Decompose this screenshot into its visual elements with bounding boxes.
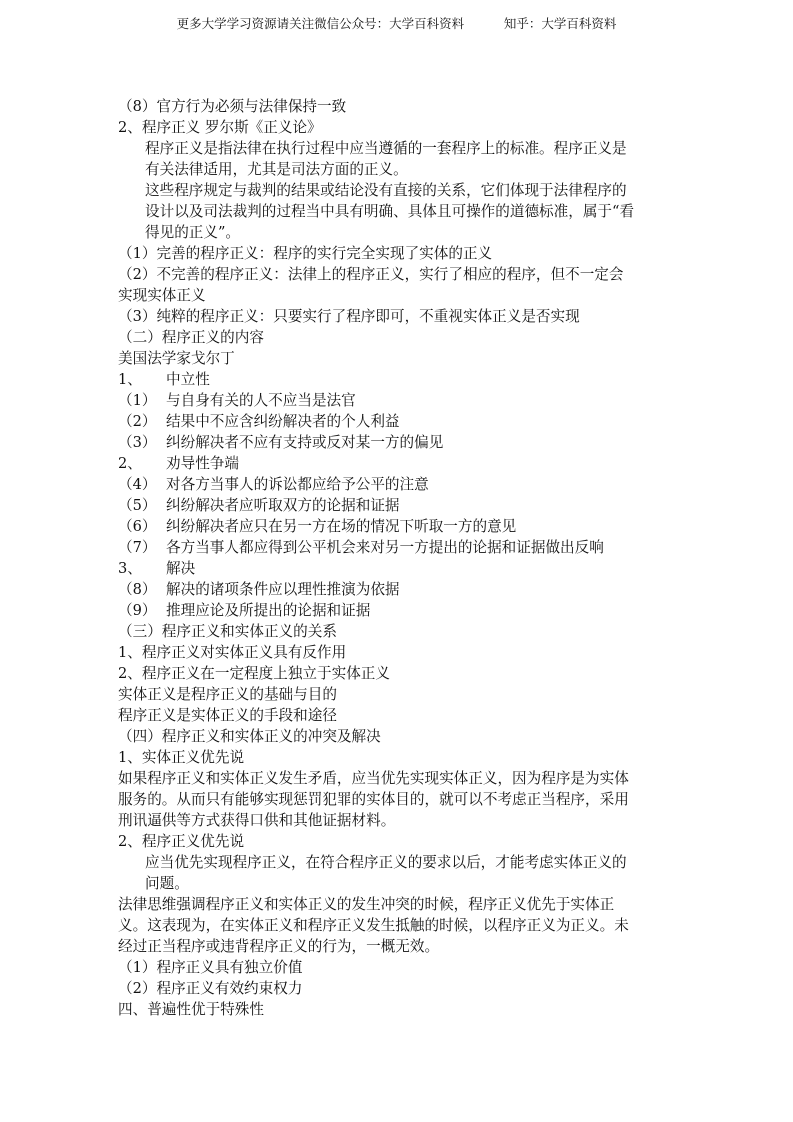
text-line (118, 978, 678, 999)
text-line (118, 957, 678, 978)
item-number: （9） (118, 602, 157, 619)
line-text: 2、程序正义优先说 (118, 833, 245, 850)
line-text: 推理应论及所提出的论据和证据 (166, 602, 371, 619)
item-number: 1、 (118, 371, 142, 388)
text-line (118, 516, 678, 537)
text-line (118, 201, 678, 222)
text-line (118, 831, 678, 852)
text-line (118, 663, 678, 684)
text-line (118, 222, 678, 243)
text-line (118, 348, 678, 369)
text-line (118, 915, 678, 936)
line-text: （二）程序正义的内容 (118, 329, 264, 346)
text-line (118, 117, 678, 138)
line-text: 经过正当程序或违背程序正义的行为，一概无效。 (118, 938, 440, 955)
text-line (118, 894, 678, 915)
line-text: 义。这表现为，在实体正义和程序正义发生抵触的时候，以程序正义为正义。未 (118, 917, 629, 934)
text-line (118, 999, 678, 1020)
line-text: 实现实体正义 (118, 287, 206, 304)
line-text: 设计以及司法裁判的过程当中具有明确、具体且可操作的道德标准，属于“看 (145, 203, 635, 220)
line-text: 得见的正义”。 (145, 224, 241, 241)
line-text: （2）程序正义有效约束权力 (118, 980, 303, 997)
line-text: 程序正义是指法律在执行过程中应当遵循的一套程序上的标准。程序正义是 (145, 140, 627, 157)
line-text: 1、实体正义优先说 (118, 749, 245, 766)
line-text: （8）官方行为必须与法律保持一致 (118, 98, 347, 115)
item-number: （1） (118, 392, 157, 409)
line-text: 刑讯逼供等方式获得口供和其他证据材料。 (118, 812, 396, 829)
line-text: 劝导性争端 (166, 455, 239, 472)
item-number: （8） (118, 581, 157, 598)
item-number: 2、 (118, 455, 142, 472)
text-line (118, 327, 678, 348)
text-line (118, 411, 678, 432)
line-text: 有关法律适用，尤其是司法方面的正义。 (145, 161, 408, 178)
text-line (118, 180, 678, 201)
text-line (118, 138, 678, 159)
line-text: 与自身有关的人不应当是法官 (166, 392, 356, 409)
item-number: 3、 (118, 560, 142, 577)
line-text: （四）程序正义和实体正义的冲突及解决 (118, 728, 381, 745)
text-line (118, 264, 678, 285)
text-line (118, 810, 678, 831)
text-line (118, 453, 678, 474)
text-line (118, 768, 678, 789)
line-text: 程序正义是实体正义的手段和途径 (118, 707, 337, 724)
item-number: （5） (118, 497, 157, 514)
line-text: 2、程序正义 罗尔斯《正义论》 (118, 119, 322, 136)
line-text: 如果程序正义和实体正义发生矛盾，应当优先实现实体正义，因为程序是为实体 (118, 770, 629, 787)
text-line (118, 936, 678, 957)
line-text: （1）程序正义具有独立价值 (118, 959, 303, 976)
document-body (118, 96, 678, 1020)
text-line (118, 432, 678, 453)
line-text: （三）程序正义和实体正义的关系 (118, 623, 337, 640)
text-line (118, 873, 678, 894)
text-line (118, 159, 678, 180)
line-text: 纠纷解决者应听取双方的论据和证据 (166, 497, 400, 514)
line-text: 中立性 (166, 371, 210, 388)
line-text: 纠纷解决者应只在另一方在场的情况下听取一方的意见 (166, 518, 517, 535)
page-header: 更多大学学习资源请关注微信公众号：大学百科资料 知乎：大学百科资料 (176, 16, 617, 31)
line-text: （1）完善的程序正义：程序的实行完全实现了实体的正义 (118, 245, 493, 262)
text-line (118, 579, 678, 600)
text-line (118, 726, 678, 747)
item-number: （6） (118, 518, 157, 535)
text-line (118, 705, 678, 726)
line-text: 对各方当事人的诉讼都应给予公平的注意 (166, 476, 429, 493)
text-line (118, 789, 678, 810)
line-text: （2）不完善的程序正义：法律上的程序正义，实行了相应的程序，但不一定会 (118, 266, 624, 283)
line-text: 应当优先实现程序正义，在符合程序正义的要求以后，才能考虑实体正义的 (145, 854, 627, 871)
text-line (118, 684, 678, 705)
text-line (118, 852, 678, 873)
item-number: （4） (118, 476, 157, 493)
text-line (118, 747, 678, 768)
text-line (118, 390, 678, 411)
text-line (118, 495, 678, 516)
text-line (118, 96, 678, 117)
line-text: 解决 (166, 560, 196, 577)
item-number: （7） (118, 539, 157, 556)
line-text: 纠纷解决者不应有支持或反对某一方的偏见 (166, 434, 444, 451)
text-line (118, 474, 678, 495)
line-text: 各方当事人都应得到公平机会来对另一方提出的论据和证据做出反响 (166, 539, 604, 556)
line-text: （3）纯粹的程序正义：只要实行了程序即可，不重视实体正义是否实现 (118, 308, 580, 325)
text-line (118, 306, 678, 327)
line-text: 服务的。从而只有能够实现惩罚犯罪的实体目的，就可以不考虑正当程序，采用 (118, 791, 629, 808)
line-text: 四、普遍性优于特殊性 (118, 1001, 264, 1018)
text-line (118, 369, 678, 390)
line-text: 问题。 (145, 875, 189, 892)
text-line (118, 558, 678, 579)
line-text: 结果中不应含纠纷解决者的个人利益 (166, 413, 400, 430)
text-line (118, 642, 678, 663)
item-number: （3） (118, 434, 157, 451)
line-text: 解决的诸项条件应以理性推演为依据 (166, 581, 400, 598)
text-line (118, 600, 678, 621)
item-number: （2） (118, 413, 157, 430)
text-line (118, 285, 678, 306)
line-text: 这些程序规定与裁判的结果或结论没有直接的关系，它们体现于法律程序的 (145, 182, 627, 199)
line-text: 1、程序正义对实体正义具有反作用 (118, 644, 347, 661)
text-line (118, 537, 678, 558)
text-line (118, 621, 678, 642)
line-text: 实体正义是程序正义的基础与目的 (118, 686, 337, 703)
line-text: 美国法学家戈尔丁 (118, 350, 235, 367)
text-line (118, 243, 678, 264)
line-text: 法律思维强调程序正义和实体正义的发生冲突的时候，程序正义优先于实体正 (118, 896, 615, 913)
line-text: 2、程序正义在一定程度上独立于实体正义 (118, 665, 390, 682)
